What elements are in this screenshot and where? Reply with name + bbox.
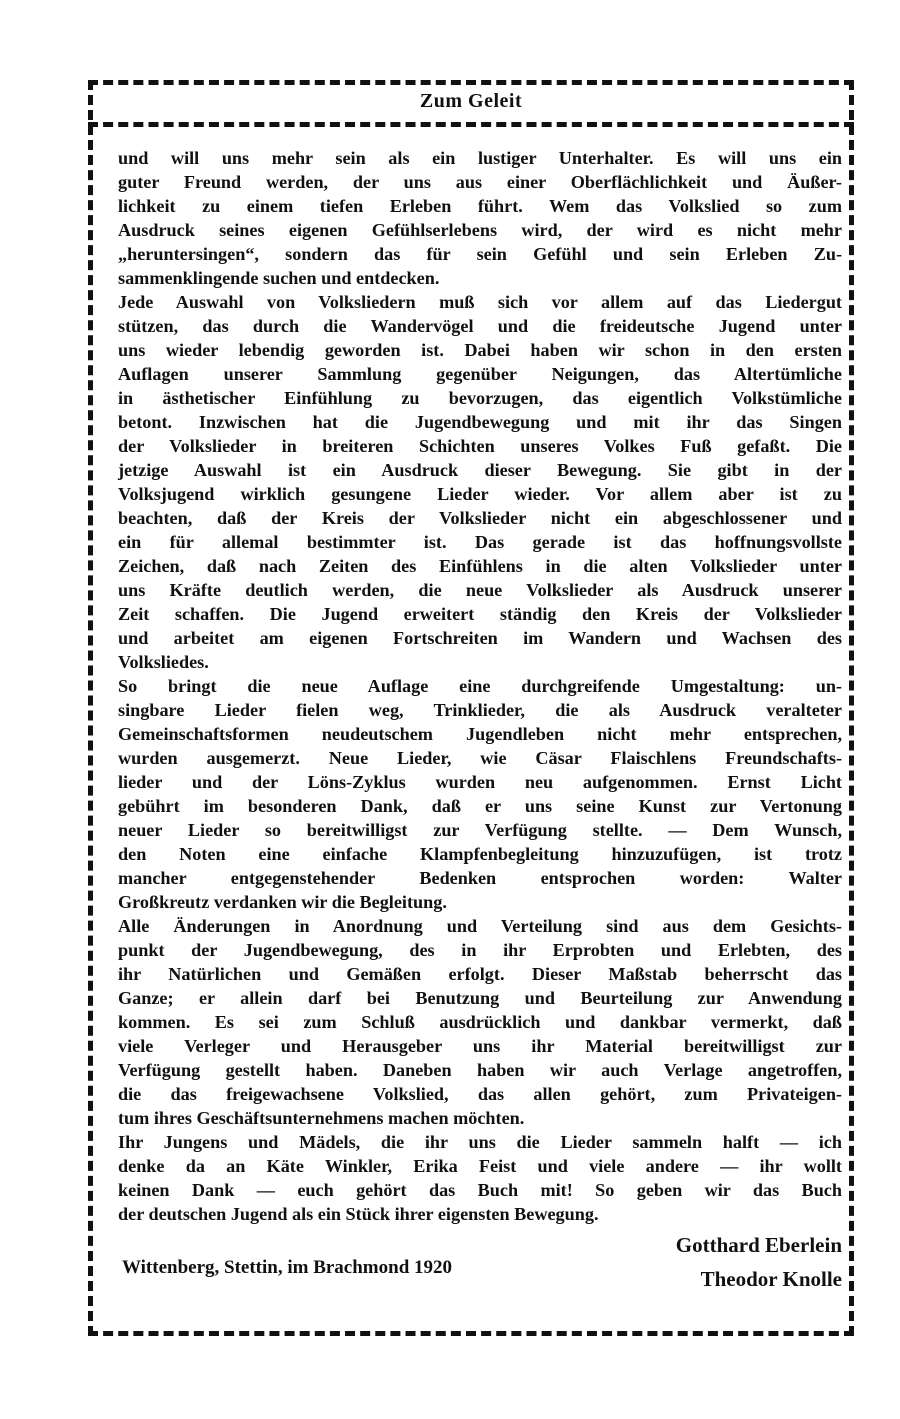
text-line: Ganze; er allein darf bei Benutzung und Beurteilung zur Anwendung (118, 988, 842, 1008)
text-line: uns Kräfte deutlich werden, die neue Volkslieder als Ausdruck unserer (118, 580, 842, 600)
text-line: uns wieder lebendig geworden ist. Dabei haben wir schon in den ersten (118, 340, 842, 360)
text-line: kommen. Es sei zum Schluß ausdrücklich und dankbar vermerkt, daß (118, 1012, 842, 1032)
text-line: wurden ausgemerzt. Neue Lieder, wie Cäsar Flaischlens Freundschafts- (118, 748, 842, 768)
text-line: Volksjugend wirklich gesungene Lieder wieder. Vor allem aber ist zu (118, 484, 842, 504)
text-line: viele Verleger und Herausgeber uns ihr Material bereitwilligst zur (118, 1036, 842, 1056)
text-line: jetzige Auswahl ist ein Ausdruck dieser Bewegung. Sie gibt in der (118, 460, 842, 480)
text-line: Zeit schaffen. Die Jugend erweitert ständig den Kreis der Volkslieder (118, 604, 842, 624)
text-line: der deutschen Jugend als ein Stück ihrer eigensten Bewegung. (118, 1204, 599, 1224)
text-line: Alle Änderungen in Anordnung und Verteilung sind aus dem Gesichts- (118, 916, 842, 936)
place-date: Wittenberg, Stettin, im Brachmond 1920 (122, 1257, 453, 1278)
text-line: betont. Inzwischen hat die Jugendbewegung und mit ihr das Singen (118, 412, 842, 432)
text-line: in ästhetischer Einfühlung zu bevorzugen, das eigentlich Volkstümliche (118, 388, 842, 408)
text-line: So bringt die neue Auflage eine durchgreifende Umgestaltung: un- (118, 676, 842, 696)
text-line: singbare Lieder fielen weg, Trinklieder, die als Ausdruck veralteter (118, 700, 842, 720)
text-line: ein für allemal bestimmter ist. Das gerade ist das hoffnungsvollste (118, 532, 842, 552)
paragraph (118, 1130, 842, 1226)
text-line: beachten, daß der Kreis der Volkslieder nicht ein abgeschlossener und (118, 508, 842, 528)
text-line: mancher entgegenstehender Bedenken entsprochen worden: Walter (118, 868, 842, 888)
text-line: Verfügung gestellt haben. Daneben haben wir auch Verlage angetroffen, (118, 1060, 842, 1080)
text-line: und will uns mehr sein als ein lustiger Unterhalter. Es will uns ein (118, 148, 842, 168)
text-line: Auflagen unserer Sammlung gegenüber Neigungen, das Altertümliche (118, 364, 842, 384)
text-line: Großkreutz verdanken wir die Begleitung. (118, 892, 447, 912)
text-line: ihr Natürlichen und Gemäßen erfolgt. Dieser Maßstab beherrscht das (118, 964, 842, 984)
text-line: lichkeit zu einem tiefen Erleben führt. Wem das Volkslied so zum (118, 196, 842, 216)
text-line: gebührt im besonderen Dank, daß er uns seine Kunst zur Vertonung (118, 796, 842, 816)
page-title: Zum Geleit (419, 90, 523, 112)
paragraph (118, 146, 842, 290)
text-line: Gemeinschaftsformen neudeutschem Jugendleben nicht mehr entsprechen, (118, 724, 842, 744)
text-line: Ausdruck seines eigenen Gefühlserlebens wird, der wird es nicht mehr (118, 220, 842, 240)
text-line: den Noten eine einfache Klampfenbegleitung hinzuzufügen, ist trotz (118, 844, 842, 864)
signature-eberlein: Gotthard Eberlein (675, 1233, 842, 1257)
text-line: stützen, das durch die Wandervögel und die freideutsche Jugend unter (118, 316, 842, 336)
text-line: punkt der Jugendbewegung, des in ihr Erprobten und Erlebten, des (118, 940, 842, 960)
text-line: Volksliedes. (118, 652, 209, 672)
paragraph (118, 290, 842, 674)
text-line: lieder und der Löns-Zyklus wurden neu aufgenommen. Ernst Licht (118, 772, 842, 792)
text-line: „heruntersingen“, sondern das für sein Gefühl und sein Erleben Zu- (118, 244, 842, 264)
text-line: denke da an Käte Winkler, Erika Feist und viele andere — ihr wollt (118, 1156, 842, 1176)
text-line: keinen Dank — euch gehört das Buch mit! So geben wir das Buch (118, 1180, 842, 1200)
text-line: Jede Auswahl von Volksliedern muß sich vor allem auf das Liedergut (118, 292, 842, 312)
text-line: Zeichen, daß nach Zeiten des Einfühlens in die alten Volkslieder unter (118, 556, 842, 576)
header-divider (88, 122, 854, 127)
text-line: sammenklingende suchen und entdecken. (118, 268, 440, 288)
text-line: neuer Lieder so bereitwilligst zur Verfügung stellte. — Dem Wunsch, (118, 820, 842, 840)
text-line: guter Freund werden, der uns aus einer Oberflächlichkeit und Äußer- (118, 172, 842, 192)
signature-knolle: Theodor Knolle (700, 1267, 842, 1291)
text-line: der Volkslieder in breiteren Schichten unseres Volkes Fuß gefaßt. Die (118, 436, 842, 456)
body-text (118, 146, 842, 1226)
paragraph (118, 914, 842, 1130)
paragraph (118, 674, 842, 914)
text-line: und arbeitet am eigenen Fortschreiten im Wandern und Wachsen des (118, 628, 842, 648)
text-line: Ihr Jungens und Mädels, die ihr uns die Lieder sammeln halft — ich (118, 1132, 842, 1152)
text-line: die das freigewachsene Volkslied, das allen gehört, zum Privateigen- (118, 1084, 842, 1104)
text-line: tum ihres Geschäftsunternehmens machen möchten. (118, 1108, 525, 1128)
